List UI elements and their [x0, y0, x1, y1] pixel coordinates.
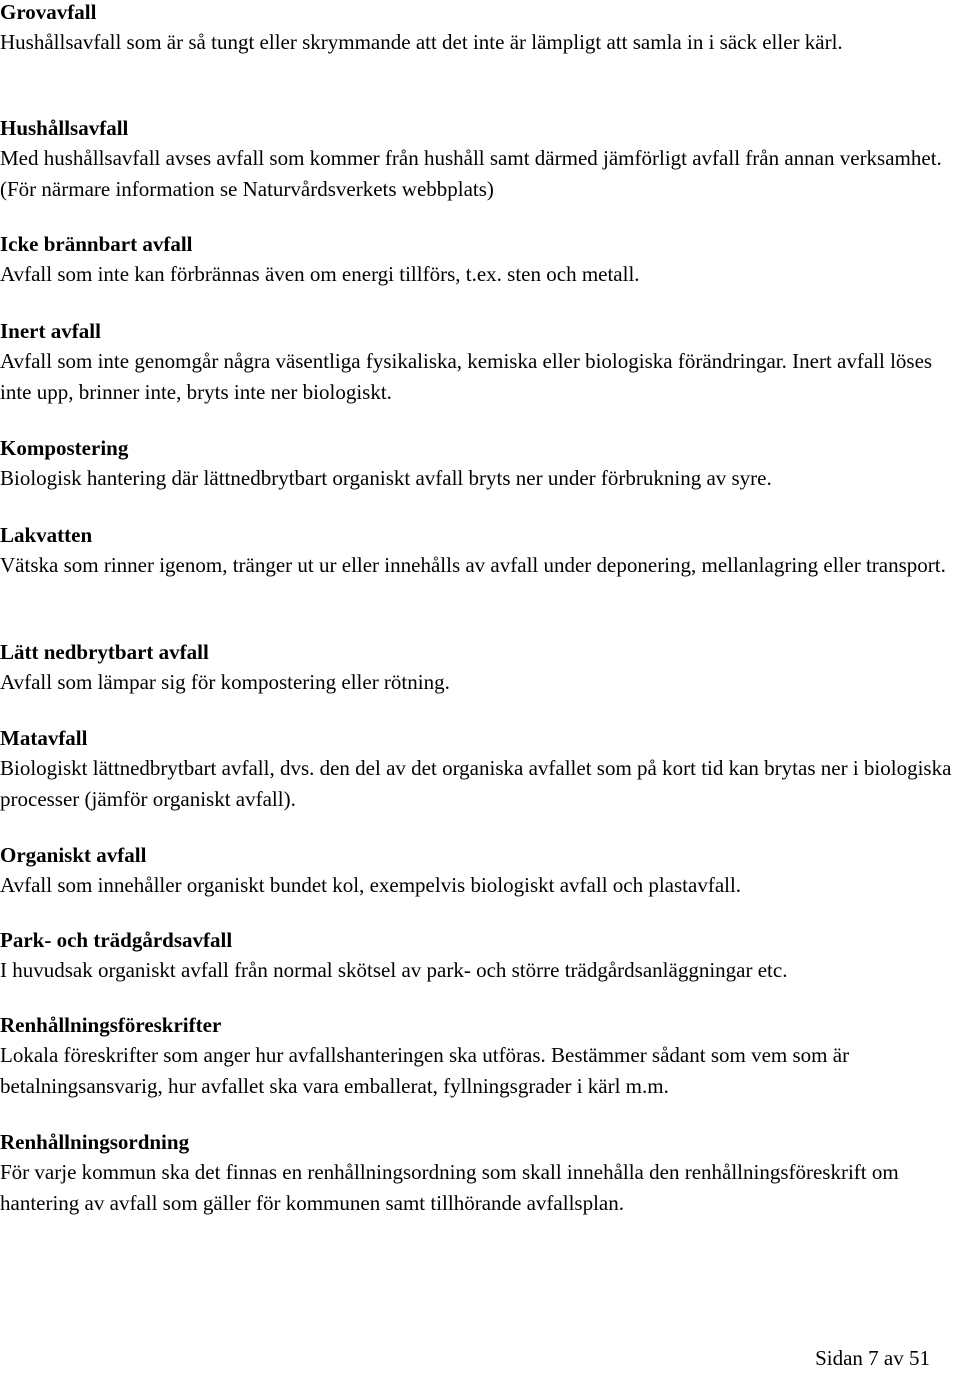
term-definition: För varje kommun ska det finnas en renhållningsordning som skall innehålla den renhållningsföreskrift om hantering av avfall som gäller för kommunen samt tillhörande avfallsplan. — [0, 1160, 899, 1215]
glossary-entry-renhallningsforeskrifter — [0, 1010, 958, 1102]
term-heading: Renhållningsföreskrifter — [0, 1013, 222, 1037]
term-definition: Biologisk hantering där lättnedbrytbart organiskt avfall bryts ner under förbrukning av syre. — [0, 466, 772, 490]
term-heading: Inert avfall — [0, 319, 101, 343]
term-heading: Renhållningsordning — [0, 1130, 190, 1154]
term-definition: Med hushållsavfall avses avfall som kommer från hushåll samt därmed jämförligt avfall från annan verksamhet. (För närmare information se Naturvårdsverkets webbplats) — [0, 146, 942, 201]
term-heading: Matavfall — [0, 726, 88, 750]
page-number: Sidan 7 av 51 — [815, 1346, 930, 1370]
glossary-entry-hushallsavfall — [0, 113, 958, 205]
term-heading: Organiskt avfall — [0, 843, 147, 867]
term-heading: Lakvatten — [0, 523, 93, 547]
term-definition: Avfall som lämpar sig för kompostering eller rötning. — [0, 670, 450, 694]
term-definition: Biologiskt lättnedbrytbart avfall, dvs. den del av det organiska avfallet som på kort tid kan brytas ner i biologiska processer (jämför organiskt avfall). — [0, 756, 952, 811]
term-definition: Avfall som innehåller organiskt bundet kol, exempelvis biologiskt avfall och plastavfall. — [0, 873, 742, 897]
glossary-entry-lakvatten — [0, 520, 958, 581]
term-heading: Park- och trädgårdsavfall — [0, 928, 233, 952]
glossary-entry-inert-avfall — [0, 316, 958, 408]
term-definition: I huvudsak organiskt avfall från normal skötsel av park- och större trädgårdsanläggningar etc. — [0, 958, 788, 982]
glossary-entry-organiskt-avfall — [0, 840, 958, 901]
glossary-entry-icke-brannbart-avfall — [0, 229, 958, 290]
term-heading: Kompostering — [0, 436, 129, 460]
term-heading: Hushållsavfall — [0, 116, 129, 140]
term-definition: Avfall som inte kan förbrännas även om energi tillförs, t.ex. sten och metall. — [0, 262, 640, 286]
glossary-entry-kompostering — [0, 433, 958, 494]
term-definition: Avfall som inte genomgår några väsentliga fysikaliska, kemiska eller biologiska förändringar. Inert avfall löses inte upp, brinner inte, bryts inte ner biologiskt. — [0, 349, 933, 404]
glossary-entry-renhallningsordning — [0, 1127, 958, 1219]
term-heading: Lätt nedbrytbart avfall — [0, 640, 209, 664]
glossary-entry-grovavfall — [0, 0, 958, 58]
term-definition: Hushållsavfall som är så tungt eller skrymmande att det inte är lämpligt att samla in i säck eller kärl. — [0, 30, 843, 54]
term-definition: Lokala föreskrifter som anger hur avfallshanteringen ska utföras. Bestämmer sådant som vem som är betalningsansvarig, hur avfallet ska vara emballerat, fyllningsgrader i kärl m.m. — [0, 1043, 850, 1098]
glossary-entry-park-och-tradgardsavfall — [0, 925, 958, 986]
glossary-entry-latt-nedbrytbart-avfall — [0, 637, 958, 698]
term-heading: Icke brännbart avfall — [0, 232, 193, 256]
term-definition: Vätska som rinner igenom, tränger ut ur eller innehålls av avfall under deponering, mellanlagring eller transport. — [0, 553, 946, 577]
glossary-entry-matavfall — [0, 723, 958, 815]
term-heading: Grovavfall — [0, 0, 97, 24]
